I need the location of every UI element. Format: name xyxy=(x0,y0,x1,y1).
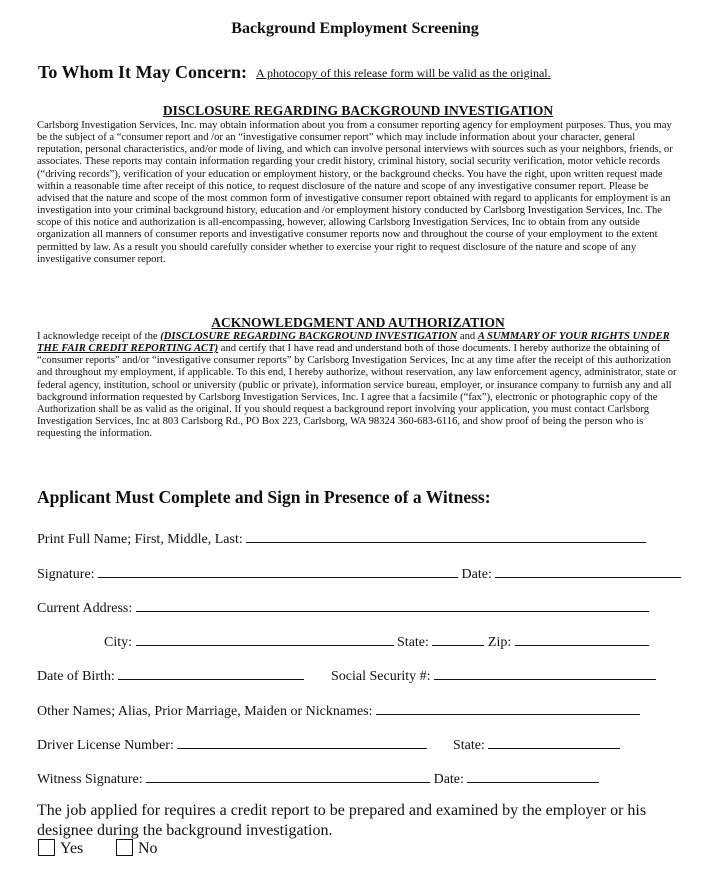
applicant-heading: Applicant Must Complete and Sign in Presence of a Witness: xyxy=(37,487,491,507)
date-field[interactable] xyxy=(495,563,681,578)
witness-signature-field[interactable] xyxy=(146,768,430,783)
ssn-label: Social Security #: xyxy=(331,669,431,684)
ack-rest: and certify that I have read and understand both of those documents. I hereby authorize the obtaining of “consumer reports” and/or “investigative consumer reports” by Carlsborg Investigation Services, Inc at any time after the receipt of this authorization and throughout my employment, if applicable. To this end, I hereby authorize, without reservation, any law enforcement agency, administrator, state or federal agency, institution, school or university (public or private), information service bureau, employer, or insurance company to furnish any and all background information requested by Carlsborg Investigation Services, Inc. I agree that a facsimile (“fax”), electronic or photographic copy of the Authorization shall be as valid as the original. If you should request a background report involving your application, you must contact Carlsborg Investigation Services, Inc at 803 Carlsborg Rd., PO Box 223, Carlsborg, WA 98324 360-683-6116, and show proof of being the person who is requesting the information. xyxy=(37,343,677,440)
witness-date-field[interactable] xyxy=(467,768,599,783)
form-title: Background Employment Screening xyxy=(231,20,479,37)
witness-signature-label: Witness Signature: xyxy=(37,772,143,787)
other-names-row xyxy=(37,700,640,720)
full-name-row xyxy=(37,528,646,548)
address-row xyxy=(37,597,649,617)
no-option[interactable] xyxy=(116,839,158,858)
driver-license-field[interactable] xyxy=(177,734,427,749)
dl-state-label: State: xyxy=(453,738,485,753)
acknowledgment-heading: ACKNOWLEDGMENT AND AUTHORIZATION xyxy=(211,315,505,330)
acknowledgment-paragraph xyxy=(37,331,677,440)
dl-state-field[interactable] xyxy=(488,734,620,749)
salutation: To Whom It May Concern: xyxy=(38,62,248,82)
city-row xyxy=(104,631,649,651)
dob-field[interactable] xyxy=(118,665,304,680)
no-label: No xyxy=(138,840,158,857)
signature-field[interactable] xyxy=(98,563,458,578)
state-field[interactable] xyxy=(432,631,484,646)
yes-checkbox[interactable] xyxy=(38,839,55,856)
ack-doc1: (DISCLOSURE REGARDING BACKGROUND INVESTIGATION xyxy=(160,331,458,342)
witness-date-label: Date: xyxy=(433,772,464,787)
full-name-label: Print Full Name; First, Middle, Last: xyxy=(37,532,243,547)
signature-label: Signature: xyxy=(37,567,95,582)
dob-label: Date of Birth: xyxy=(37,669,115,684)
current-address-field[interactable] xyxy=(136,597,649,612)
disclosure-paragraph: Carlsborg Investigation Services, Inc. may obtain information about you from a consumer reporting agency for employment purposes. Thus, you may be the subject of a “consumer report and /or an “investigative consumer report” which may include information about your character, general reputation, personal characteristics, and/or mode of living, and which can involve personal interviews with sources such as your neighbors, friends, or associates. These reports may contain information regarding your credit history, criminal history, social security verification, motor vehicle records (“driving records”), verification of your education or employment history, or the background checks. You have the right, upon written request made within a reasonable time after receipt of this notice, to request disclosure of the nature and scope of any investigative consumer report. Please be advised that the nature and scope of the most common form of investigative consumer report obtained with regard to applicants for employment is an investigation into your criminal background history, education and /or employment history conducted by Carlsborg Investigation Services, Inc. The scope of this notice and authorization is all-encompassing, however, allowing Carlsborg Investigation Services, Inc to obtain from any outside organization all manners of consumer reports and investigative consumer reports now and throughout the course of your employment to the extent permitted by law. As a result you should carefully consider whether to exercise your right to request disclosure of the nature and scope of any investigative consumer report. xyxy=(37,120,673,265)
driver-license-row xyxy=(37,734,427,754)
zip-label: Zip: xyxy=(487,635,512,650)
city-field[interactable] xyxy=(136,631,394,646)
zip-field[interactable] xyxy=(515,631,649,646)
driver-license-label: Driver License Number: xyxy=(37,738,174,753)
ack-and: and xyxy=(457,331,478,342)
full-name-field[interactable] xyxy=(246,528,646,543)
yes-option[interactable] xyxy=(38,839,83,858)
other-names-label: Other Names; Alias, Prior Marriage, Maiden or Nicknames: xyxy=(37,704,373,719)
witness-row xyxy=(37,768,599,788)
ssn-row xyxy=(331,665,656,685)
dob-row xyxy=(37,665,304,685)
city-label: City: xyxy=(104,635,133,650)
photocopy-note: A photocopy of this release form will be valid as the original. xyxy=(256,66,551,80)
state-label: State: xyxy=(397,635,429,650)
dl-state-row xyxy=(453,734,620,754)
signature-row xyxy=(37,563,681,583)
ssn-field[interactable] xyxy=(434,665,656,680)
disclosure-heading: DISCLOSURE REGARDING BACKGROUND INVESTIGATION xyxy=(162,103,554,118)
current-address-label: Current Address: xyxy=(37,601,133,616)
no-checkbox[interactable] xyxy=(116,839,133,856)
credit-report-statement: The job applied for requires a credit report to be prepared and examined by the employer or his designee during the background investigation. xyxy=(37,802,647,839)
other-names-field[interactable] xyxy=(376,700,640,715)
yes-label: Yes xyxy=(60,840,84,857)
ack-intro: I acknowledge receipt of the xyxy=(37,331,161,342)
ack-doc2: A SUMMARY OF YOUR RIGHTS UNDER THE FAIR CREDIT REPORTING ACT) xyxy=(37,331,670,355)
date-label: Date: xyxy=(461,567,492,582)
